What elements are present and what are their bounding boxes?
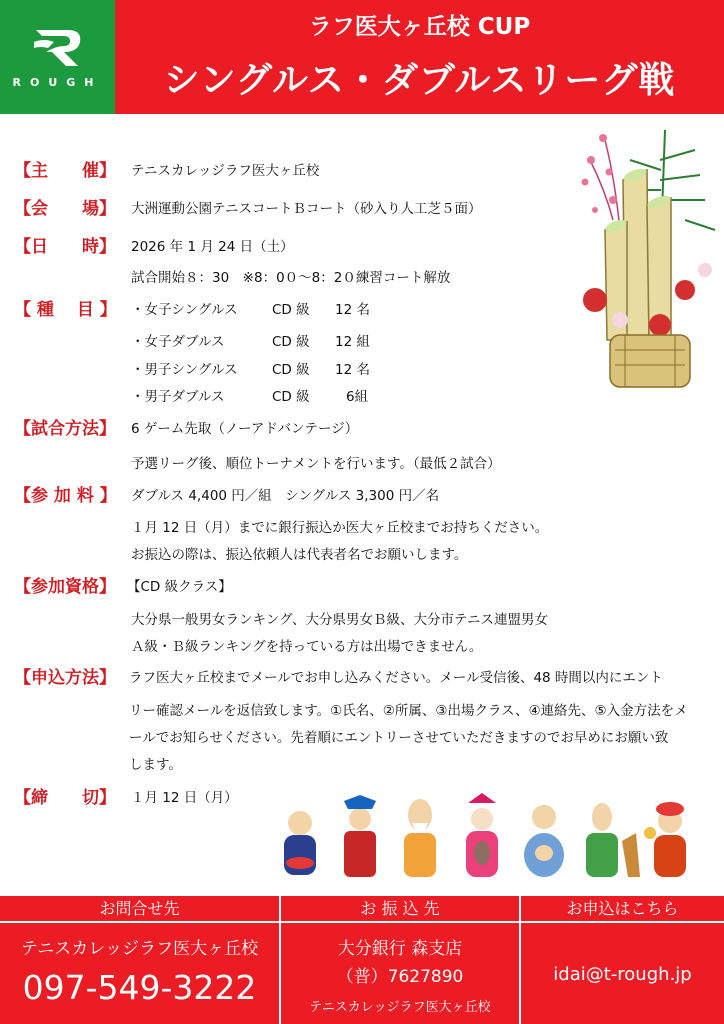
event-name: ・女子シングルス xyxy=(131,302,238,318)
datetime-label: 【日 時】 xyxy=(14,237,116,257)
bank-name: 大分銀行 森支店 xyxy=(337,939,463,959)
organizer-label: 【主 催】 xyxy=(14,161,116,181)
apply-line3: ールでお知らせください。先着順にエントリーさせていただきますのでお早めにお願い致 xyxy=(129,730,669,746)
bank-holder: テニスカレッジラフ医大ヶ丘校 xyxy=(309,1000,491,1015)
eligibility-line1: 【CD 級クラス】 xyxy=(127,579,232,595)
venue-value: 大洲運動公園テニスコートＢコート（砂入り人工芝５面） xyxy=(131,201,482,217)
eligibility-label: 【参加資格】 xyxy=(14,577,116,597)
contact-phone[interactable]: 097-549-3222 xyxy=(22,968,257,1007)
event-name: ・男子シングルス xyxy=(131,362,238,378)
logo-text: ROUGH xyxy=(12,76,103,89)
benzaiten-figure xyxy=(466,793,498,877)
fee-label: 【参 加 料 】 xyxy=(14,486,117,506)
daikokuten-figure xyxy=(644,802,686,877)
title-line1: ラフ医大ヶ丘校 CUP xyxy=(308,14,531,40)
deadline-label: 【締 切】 xyxy=(14,788,116,808)
kadomatsu-illustration xyxy=(565,120,724,392)
contact-heading: お問合せ先 xyxy=(99,899,180,918)
entry-email[interactable]: idai@t-rough.jp xyxy=(553,964,692,985)
event-name: ・女子ダブルス xyxy=(131,334,225,350)
jurojin-figure xyxy=(404,799,436,877)
event-count: 12 名 xyxy=(335,362,370,378)
ebisu-figure xyxy=(284,811,316,875)
header-banner xyxy=(0,0,724,114)
bank-account: （普）7627890 xyxy=(336,967,464,987)
bank-heading: お 振 込 先 xyxy=(360,899,440,918)
organizer-value: テニスカレッジラフ医大ヶ丘校 xyxy=(131,163,320,179)
entry-heading: お申込はこちら xyxy=(566,899,679,918)
datetime-date: 2026 年 1 月 24 日（土） xyxy=(131,239,294,255)
fukurokuju-figure xyxy=(586,803,640,877)
fee-line2: １月 12 日（月）までに銀行振込か医大ヶ丘校までお持ちください。 xyxy=(131,520,549,536)
event-count: 12 名 xyxy=(335,302,370,318)
hotei-figure xyxy=(524,805,564,877)
format-line2: 予選リーグ後、順位トーナメントを行います。（最低２試合） xyxy=(131,456,501,472)
page-title: シングルス・ダブルスリーグ戦 xyxy=(163,60,676,101)
event-name: ・男子ダブルス xyxy=(131,389,225,405)
event-class: CD 級 xyxy=(272,334,310,350)
format-line1: 6 ゲーム先取（ノーアドバンテージ） xyxy=(131,421,359,437)
venue-label: 【会 場】 xyxy=(14,199,116,219)
datetime-start: 試合開始８：30 ※8：0０～8：2０練習コート解放 xyxy=(131,270,451,286)
eligibility-line3: Ａ級・Ｂ級ランキングを持っている方は出場できません。 xyxy=(131,639,483,655)
apply-label: 【申込方法】 xyxy=(14,668,116,688)
fee-line3: お振込の際は、振込依頼人は代表者名でお願いします。 xyxy=(131,547,468,563)
apply-line4: します。 xyxy=(129,757,182,773)
eligibility-line2: 大分県一般男女ランキング、大分県男女Ｂ級、大分市テニス連盟男女 xyxy=(131,612,549,628)
apply-line2: リー確認メールを返信致します。①氏名、②所属、③出場クラス、④連絡先、⑤入金方法をメ xyxy=(129,703,688,719)
fee-line1: ダブルス 4,400 円／組 シングルス 3,300 円／名 xyxy=(131,488,440,504)
event-class: CD 級 xyxy=(272,389,310,405)
event-class: CD 級 xyxy=(272,302,310,318)
rough-logo xyxy=(0,0,115,114)
events-label: 【 種 目 】 xyxy=(14,300,117,320)
event-count: 12 組 xyxy=(335,334,370,350)
format-label: 【試合方法】 xyxy=(14,419,116,439)
apply-line1: ラフ医大ヶ丘校までメールでお申し込みください。メール受信後、48 時間以内にエント xyxy=(129,670,663,686)
contact-school-name: テニスカレッジラフ医大ヶ丘校 xyxy=(20,939,259,959)
deadline-value: １月 12 日（月） xyxy=(131,790,238,806)
bishamonten-figure xyxy=(344,795,376,877)
rough-logo-mark-icon xyxy=(30,22,86,70)
event-count: 6組 xyxy=(346,389,369,405)
event-class: CD 級 xyxy=(272,362,310,378)
seven-lucky-gods-illustration xyxy=(272,793,704,883)
